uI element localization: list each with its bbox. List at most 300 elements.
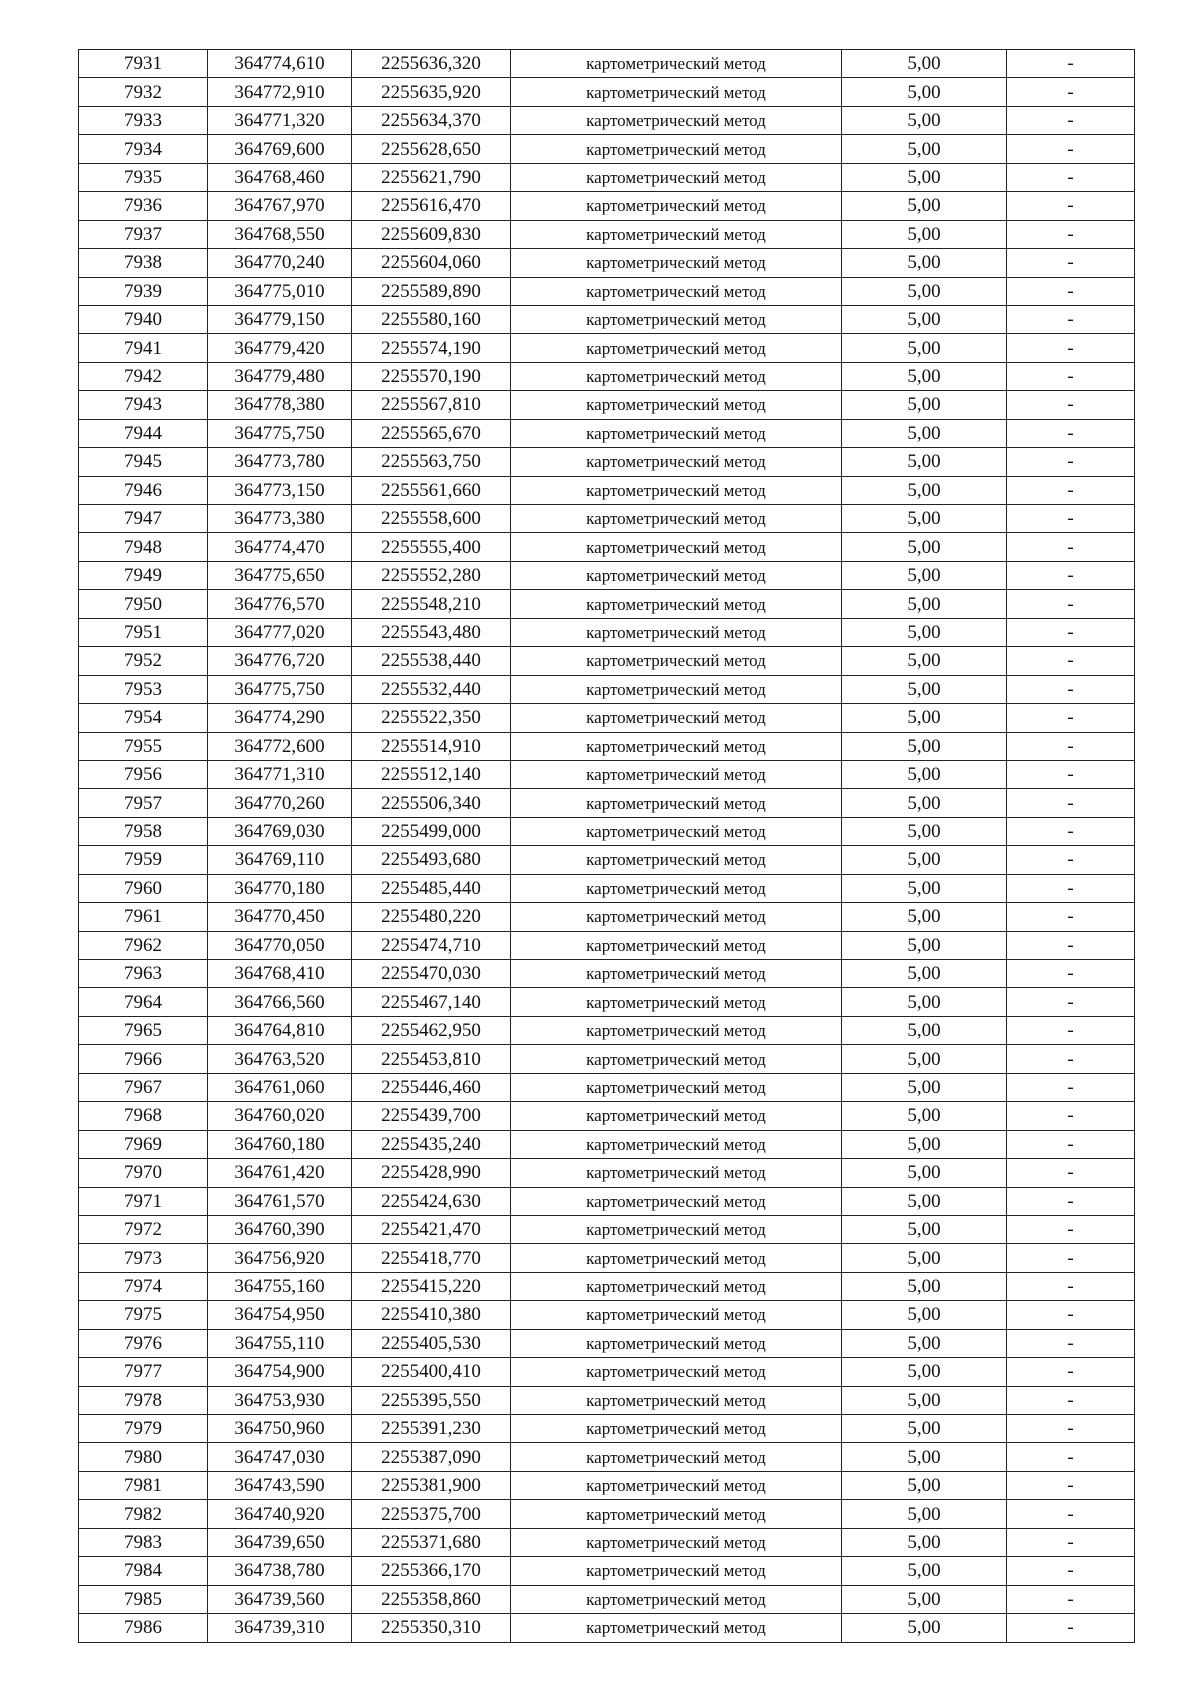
method-cell: картометрический метод (511, 1016, 842, 1044)
x-coordinate-cell: 364750,960 (208, 1415, 352, 1443)
x-coordinate-cell: 364774,290 (208, 704, 352, 732)
method-cell: картометрический метод (511, 561, 842, 589)
accuracy-cell: 5,00 (842, 220, 1007, 248)
description-cell: - (1007, 1244, 1135, 1272)
method-cell: картометрический метод (511, 1244, 842, 1272)
y-coordinate-cell: 2255589,890 (352, 277, 511, 305)
point-number-cell: 7957 (79, 789, 208, 817)
method-cell: картометрический метод (511, 789, 842, 817)
method-cell: картометрический метод (511, 106, 842, 134)
y-coordinate-cell: 2255453,810 (352, 1045, 511, 1073)
y-coordinate-cell: 2255358,860 (352, 1585, 511, 1613)
y-coordinate-cell: 2255538,440 (352, 647, 511, 675)
point-number-cell: 7951 (79, 618, 208, 646)
y-coordinate-cell: 2255532,440 (352, 675, 511, 703)
x-coordinate-cell: 364761,420 (208, 1159, 352, 1187)
method-cell: картометрический метод (511, 362, 842, 390)
method-cell: картометрический метод (511, 533, 842, 561)
point-number-cell: 7954 (79, 704, 208, 732)
table-row (79, 533, 1135, 561)
accuracy-cell: 5,00 (842, 1244, 1007, 1272)
table-row (79, 618, 1135, 646)
accuracy-cell: 5,00 (842, 1557, 1007, 1585)
x-coordinate-cell: 364770,240 (208, 249, 352, 277)
method-cell: картометрический метод (511, 334, 842, 362)
accuracy-cell: 5,00 (842, 1045, 1007, 1073)
point-number-cell: 7980 (79, 1443, 208, 1471)
y-coordinate-cell: 2255462,950 (352, 1016, 511, 1044)
x-coordinate-cell: 364768,460 (208, 163, 352, 191)
y-coordinate-cell: 2255552,280 (352, 561, 511, 589)
x-coordinate-cell: 364761,570 (208, 1187, 352, 1215)
y-coordinate-cell: 2255616,470 (352, 192, 511, 220)
table-row (79, 1358, 1135, 1386)
y-coordinate-cell: 2255548,210 (352, 590, 511, 618)
accuracy-cell: 5,00 (842, 817, 1007, 845)
y-coordinate-cell: 2255446,460 (352, 1073, 511, 1101)
method-cell: картометрический метод (511, 675, 842, 703)
method-cell: картометрический метод (511, 846, 842, 874)
x-coordinate-cell: 364739,560 (208, 1585, 352, 1613)
y-coordinate-cell: 2255467,140 (352, 988, 511, 1016)
accuracy-cell: 5,00 (842, 1614, 1007, 1642)
description-cell: - (1007, 1443, 1135, 1471)
table-row (79, 960, 1135, 988)
point-number-cell: 7975 (79, 1301, 208, 1329)
point-number-cell: 7985 (79, 1585, 208, 1613)
coordinates-table (78, 49, 1135, 1643)
accuracy-cell: 5,00 (842, 1415, 1007, 1443)
description-cell: - (1007, 192, 1135, 220)
accuracy-cell: 5,00 (842, 960, 1007, 988)
x-coordinate-cell: 364761,060 (208, 1073, 352, 1101)
accuracy-cell: 5,00 (842, 704, 1007, 732)
method-cell: картометрический метод (511, 220, 842, 248)
accuracy-cell: 5,00 (842, 1528, 1007, 1556)
x-coordinate-cell: 364769,110 (208, 846, 352, 874)
description-cell: - (1007, 1528, 1135, 1556)
x-coordinate-cell: 364739,310 (208, 1614, 352, 1642)
table-row (79, 732, 1135, 760)
y-coordinate-cell: 2255574,190 (352, 334, 511, 362)
method-cell: картометрический метод (511, 476, 842, 504)
x-coordinate-cell: 364769,600 (208, 135, 352, 163)
description-cell: - (1007, 1585, 1135, 1613)
y-coordinate-cell: 2255522,350 (352, 704, 511, 732)
method-cell: картометрический метод (511, 135, 842, 163)
y-coordinate-cell: 2255561,660 (352, 476, 511, 504)
point-number-cell: 7976 (79, 1329, 208, 1357)
y-coordinate-cell: 2255381,900 (352, 1471, 511, 1499)
x-coordinate-cell: 364770,050 (208, 931, 352, 959)
method-cell: картометрический метод (511, 192, 842, 220)
accuracy-cell: 5,00 (842, 618, 1007, 646)
accuracy-cell: 5,00 (842, 1130, 1007, 1158)
method-cell: картометрический метод (511, 448, 842, 476)
method-cell: картометрический метод (511, 163, 842, 191)
table-row (79, 647, 1135, 675)
coordinates-table-body (79, 50, 1135, 1643)
table-row (79, 1016, 1135, 1044)
point-number-cell: 7931 (79, 50, 208, 78)
accuracy-cell: 5,00 (842, 391, 1007, 419)
point-number-cell: 7963 (79, 960, 208, 988)
table-row (79, 1443, 1135, 1471)
accuracy-cell: 5,00 (842, 675, 1007, 703)
description-cell: - (1007, 1386, 1135, 1414)
accuracy-cell: 5,00 (842, 1301, 1007, 1329)
y-coordinate-cell: 2255570,190 (352, 362, 511, 390)
accuracy-cell: 5,00 (842, 533, 1007, 561)
accuracy-cell: 5,00 (842, 249, 1007, 277)
table-row (79, 220, 1135, 248)
y-coordinate-cell: 2255604,060 (352, 249, 511, 277)
method-cell: картометрический метод (511, 1415, 842, 1443)
method-cell: картометрический метод (511, 1557, 842, 1585)
point-number-cell: 7965 (79, 1016, 208, 1044)
method-cell: картометрический метод (511, 1585, 842, 1613)
y-coordinate-cell: 2255493,680 (352, 846, 511, 874)
y-coordinate-cell: 2255435,240 (352, 1130, 511, 1158)
description-cell: - (1007, 760, 1135, 788)
point-number-cell: 7984 (79, 1557, 208, 1585)
description-cell: - (1007, 533, 1135, 561)
description-cell: - (1007, 1130, 1135, 1158)
description-cell: - (1007, 391, 1135, 419)
x-coordinate-cell: 364770,180 (208, 874, 352, 902)
point-number-cell: 7952 (79, 647, 208, 675)
y-coordinate-cell: 2255410,380 (352, 1301, 511, 1329)
y-coordinate-cell: 2255387,090 (352, 1443, 511, 1471)
y-coordinate-cell: 2255395,550 (352, 1386, 511, 1414)
accuracy-cell: 5,00 (842, 50, 1007, 78)
x-coordinate-cell: 364738,780 (208, 1557, 352, 1585)
x-coordinate-cell: 364753,930 (208, 1386, 352, 1414)
method-cell: картометрический метод (511, 1215, 842, 1243)
table-row (79, 931, 1135, 959)
accuracy-cell: 5,00 (842, 846, 1007, 874)
method-cell: картометрический метод (511, 78, 842, 106)
table-row (79, 561, 1135, 589)
description-cell: - (1007, 561, 1135, 589)
accuracy-cell: 5,00 (842, 419, 1007, 447)
table-row (79, 305, 1135, 333)
method-cell: картометрический метод (511, 618, 842, 646)
accuracy-cell: 5,00 (842, 277, 1007, 305)
x-coordinate-cell: 364754,900 (208, 1358, 352, 1386)
x-coordinate-cell: 364743,590 (208, 1471, 352, 1499)
description-cell: - (1007, 1500, 1135, 1528)
method-cell: картометрический метод (511, 590, 842, 618)
table-row (79, 1272, 1135, 1300)
accuracy-cell: 5,00 (842, 1016, 1007, 1044)
x-coordinate-cell: 364779,480 (208, 362, 352, 390)
description-cell: - (1007, 419, 1135, 447)
method-cell: картометрический метод (511, 874, 842, 902)
method-cell: картометрический метод (511, 1187, 842, 1215)
table-row (79, 1073, 1135, 1101)
point-number-cell: 7956 (79, 760, 208, 788)
point-number-cell: 7972 (79, 1215, 208, 1243)
table-row (79, 1130, 1135, 1158)
y-coordinate-cell: 2255415,220 (352, 1272, 511, 1300)
accuracy-cell: 5,00 (842, 334, 1007, 362)
x-coordinate-cell: 364756,920 (208, 1244, 352, 1272)
method-cell: картометрический метод (511, 277, 842, 305)
accuracy-cell: 5,00 (842, 561, 1007, 589)
table-row (79, 391, 1135, 419)
table-row (79, 1244, 1135, 1272)
point-number-cell: 7974 (79, 1272, 208, 1300)
y-coordinate-cell: 2255391,230 (352, 1415, 511, 1443)
point-number-cell: 7953 (79, 675, 208, 703)
point-number-cell: 7982 (79, 1500, 208, 1528)
point-number-cell: 7948 (79, 533, 208, 561)
point-number-cell: 7973 (79, 1244, 208, 1272)
point-number-cell: 7971 (79, 1187, 208, 1215)
method-cell: картометрический метод (511, 732, 842, 760)
description-cell: - (1007, 220, 1135, 248)
description-cell: - (1007, 1159, 1135, 1187)
description-cell: - (1007, 50, 1135, 78)
description-cell: - (1007, 675, 1135, 703)
accuracy-cell: 5,00 (842, 1358, 1007, 1386)
accuracy-cell: 5,00 (842, 1329, 1007, 1357)
y-coordinate-cell: 2255628,650 (352, 135, 511, 163)
x-coordinate-cell: 364739,650 (208, 1528, 352, 1556)
table-row (79, 874, 1135, 902)
accuracy-cell: 5,00 (842, 1386, 1007, 1414)
table-row (79, 1557, 1135, 1585)
description-cell: - (1007, 1301, 1135, 1329)
method-cell: картометрический метод (511, 704, 842, 732)
y-coordinate-cell: 2255621,790 (352, 163, 511, 191)
table-row (79, 1528, 1135, 1556)
point-number-cell: 7945 (79, 448, 208, 476)
table-row (79, 249, 1135, 277)
x-coordinate-cell: 364775,010 (208, 277, 352, 305)
point-number-cell: 7941 (79, 334, 208, 362)
accuracy-cell: 5,00 (842, 362, 1007, 390)
x-coordinate-cell: 364775,750 (208, 419, 352, 447)
accuracy-cell: 5,00 (842, 505, 1007, 533)
x-coordinate-cell: 364773,780 (208, 448, 352, 476)
method-cell: картометрический метод (511, 1073, 842, 1101)
table-row (79, 505, 1135, 533)
x-coordinate-cell: 364768,410 (208, 960, 352, 988)
table-row (79, 1301, 1135, 1329)
accuracy-cell: 5,00 (842, 760, 1007, 788)
y-coordinate-cell: 2255375,700 (352, 1500, 511, 1528)
method-cell: картометрический метод (511, 305, 842, 333)
x-coordinate-cell: 364770,260 (208, 789, 352, 817)
x-coordinate-cell: 364760,390 (208, 1215, 352, 1243)
x-coordinate-cell: 364760,020 (208, 1102, 352, 1130)
description-cell: - (1007, 1415, 1135, 1443)
description-cell: - (1007, 1187, 1135, 1215)
method-cell: картометрический метод (511, 391, 842, 419)
y-coordinate-cell: 2255428,990 (352, 1159, 511, 1187)
x-coordinate-cell: 364772,910 (208, 78, 352, 106)
accuracy-cell: 5,00 (842, 1073, 1007, 1101)
x-coordinate-cell: 364773,150 (208, 476, 352, 504)
description-cell: - (1007, 732, 1135, 760)
description-cell: - (1007, 277, 1135, 305)
accuracy-cell: 5,00 (842, 1585, 1007, 1613)
description-cell: - (1007, 448, 1135, 476)
point-number-cell: 7986 (79, 1614, 208, 1642)
description-cell: - (1007, 1358, 1135, 1386)
description-cell: - (1007, 1614, 1135, 1642)
accuracy-cell: 5,00 (842, 448, 1007, 476)
table-row (79, 1585, 1135, 1613)
y-coordinate-cell: 2255405,530 (352, 1329, 511, 1357)
y-coordinate-cell: 2255470,030 (352, 960, 511, 988)
table-row (79, 1415, 1135, 1443)
accuracy-cell: 5,00 (842, 106, 1007, 134)
x-coordinate-cell: 364740,920 (208, 1500, 352, 1528)
x-coordinate-cell: 364763,520 (208, 1045, 352, 1073)
description-cell: - (1007, 590, 1135, 618)
table-row (79, 163, 1135, 191)
y-coordinate-cell: 2255543,480 (352, 618, 511, 646)
method-cell: картометрический метод (511, 50, 842, 78)
x-coordinate-cell: 364778,380 (208, 391, 352, 419)
accuracy-cell: 5,00 (842, 1272, 1007, 1300)
point-number-cell: 7946 (79, 476, 208, 504)
description-cell: - (1007, 1557, 1135, 1585)
point-number-cell: 7937 (79, 220, 208, 248)
description-cell: - (1007, 1045, 1135, 1073)
table-row (79, 1614, 1135, 1642)
point-number-cell: 7981 (79, 1471, 208, 1499)
description-cell: - (1007, 305, 1135, 333)
description-cell: - (1007, 1073, 1135, 1101)
accuracy-cell: 5,00 (842, 1102, 1007, 1130)
x-coordinate-cell: 364768,550 (208, 220, 352, 248)
accuracy-cell: 5,00 (842, 163, 1007, 191)
x-coordinate-cell: 364766,560 (208, 988, 352, 1016)
table-row (79, 106, 1135, 134)
y-coordinate-cell: 2255499,000 (352, 817, 511, 845)
x-coordinate-cell: 364764,810 (208, 1016, 352, 1044)
accuracy-cell: 5,00 (842, 1471, 1007, 1499)
table-row (79, 1159, 1135, 1187)
x-coordinate-cell: 364772,600 (208, 732, 352, 760)
point-number-cell: 7970 (79, 1159, 208, 1187)
accuracy-cell: 5,00 (842, 1443, 1007, 1471)
accuracy-cell: 5,00 (842, 476, 1007, 504)
accuracy-cell: 5,00 (842, 789, 1007, 817)
description-cell: - (1007, 988, 1135, 1016)
method-cell: картометрический метод (511, 1159, 842, 1187)
description-cell: - (1007, 846, 1135, 874)
y-coordinate-cell: 2255480,220 (352, 903, 511, 931)
point-number-cell: 7964 (79, 988, 208, 1016)
table-row (79, 1187, 1135, 1215)
description-cell: - (1007, 106, 1135, 134)
table-row (79, 334, 1135, 362)
description-cell: - (1007, 903, 1135, 931)
point-number-cell: 7978 (79, 1386, 208, 1414)
x-coordinate-cell: 364755,160 (208, 1272, 352, 1300)
point-number-cell: 7947 (79, 505, 208, 533)
description-cell: - (1007, 1272, 1135, 1300)
table-row (79, 50, 1135, 78)
x-coordinate-cell: 364754,950 (208, 1301, 352, 1329)
method-cell: картометрический метод (511, 1443, 842, 1471)
table-row (79, 817, 1135, 845)
point-number-cell: 7950 (79, 590, 208, 618)
y-coordinate-cell: 2255512,140 (352, 760, 511, 788)
description-cell: - (1007, 789, 1135, 817)
point-number-cell: 7958 (79, 817, 208, 845)
x-coordinate-cell: 364774,610 (208, 50, 352, 78)
point-number-cell: 7934 (79, 135, 208, 163)
description-cell: - (1007, 817, 1135, 845)
method-cell: картометрический метод (511, 903, 842, 931)
accuracy-cell: 5,00 (842, 1187, 1007, 1215)
point-number-cell: 7943 (79, 391, 208, 419)
y-coordinate-cell: 2255636,320 (352, 50, 511, 78)
method-cell: картометрический метод (511, 505, 842, 533)
x-coordinate-cell: 364767,970 (208, 192, 352, 220)
method-cell: картометрический метод (511, 1301, 842, 1329)
table-row (79, 789, 1135, 817)
y-coordinate-cell: 2255439,700 (352, 1102, 511, 1130)
point-number-cell: 7959 (79, 846, 208, 874)
table-row (79, 419, 1135, 447)
point-number-cell: 7968 (79, 1102, 208, 1130)
accuracy-cell: 5,00 (842, 590, 1007, 618)
description-cell: - (1007, 163, 1135, 191)
table-row (79, 675, 1135, 703)
method-cell: картометрический метод (511, 1386, 842, 1414)
point-number-cell: 7935 (79, 163, 208, 191)
table-row (79, 192, 1135, 220)
table-row (79, 846, 1135, 874)
y-coordinate-cell: 2255485,440 (352, 874, 511, 902)
table-row (79, 988, 1135, 1016)
x-coordinate-cell: 364769,030 (208, 817, 352, 845)
accuracy-cell: 5,00 (842, 135, 1007, 163)
x-coordinate-cell: 364771,310 (208, 760, 352, 788)
accuracy-cell: 5,00 (842, 931, 1007, 959)
description-cell: - (1007, 931, 1135, 959)
description-cell: - (1007, 1329, 1135, 1357)
x-coordinate-cell: 364775,750 (208, 675, 352, 703)
y-coordinate-cell: 2255580,160 (352, 305, 511, 333)
method-cell: картометрический метод (511, 419, 842, 447)
x-coordinate-cell: 364760,180 (208, 1130, 352, 1158)
description-cell: - (1007, 618, 1135, 646)
description-cell: - (1007, 647, 1135, 675)
x-coordinate-cell: 364755,110 (208, 1329, 352, 1357)
description-cell: - (1007, 704, 1135, 732)
point-number-cell: 7938 (79, 249, 208, 277)
point-number-cell: 7977 (79, 1358, 208, 1386)
accuracy-cell: 5,00 (842, 192, 1007, 220)
method-cell: картометрический метод (511, 817, 842, 845)
y-coordinate-cell: 2255558,600 (352, 505, 511, 533)
accuracy-cell: 5,00 (842, 874, 1007, 902)
y-coordinate-cell: 2255474,710 (352, 931, 511, 959)
description-cell: - (1007, 1016, 1135, 1044)
point-number-cell: 7960 (79, 874, 208, 902)
table-row (79, 362, 1135, 390)
x-coordinate-cell: 364747,030 (208, 1443, 352, 1471)
accuracy-cell: 5,00 (842, 1215, 1007, 1243)
